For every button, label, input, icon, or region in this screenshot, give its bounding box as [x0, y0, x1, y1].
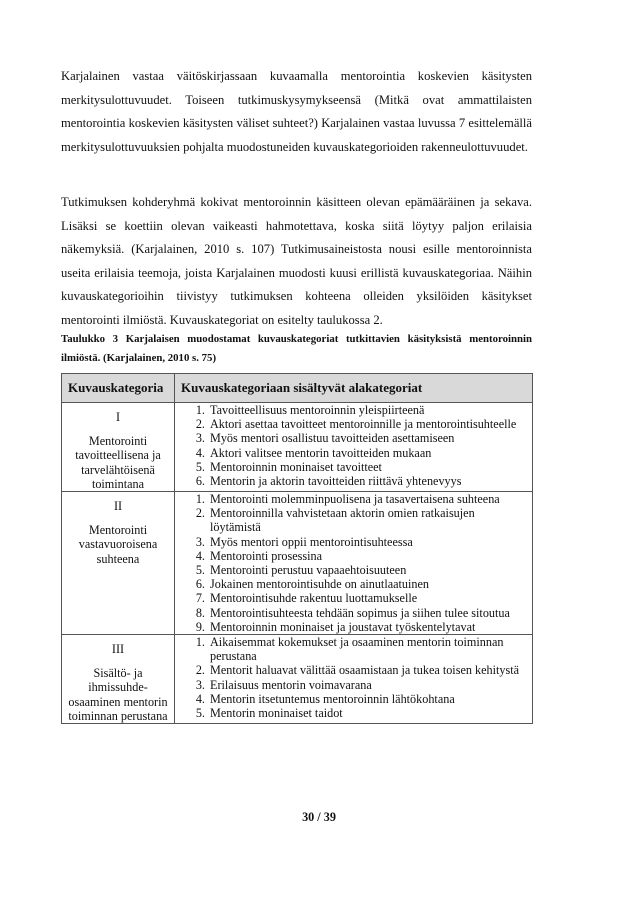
subcategory-item: 2. Mentorit haluavat välittää osaamistaan ja tukea toisen kehitystä [208, 663, 528, 677]
subcategory-item: 1. Mentorointi molemminpuolisena ja tasavertaisena suhteena [208, 492, 528, 506]
category-label: Mentorointi vastavuoroisena suhteena [78, 523, 158, 566]
subcategory-item: 4. Mentorointi prosessina [208, 549, 528, 563]
subcategory-item: 3. Myös mentori osallistuu tavoitteiden asettamiseen [208, 431, 528, 445]
category-numeral: I [115, 410, 121, 424]
category-label: Sisältö- ja ihmissuhde-osaaminen mentorin toiminnan perustana [68, 666, 168, 723]
subcategory-item: 7. Mentorointisuhde rakentuu luottamukselle [208, 591, 528, 605]
subcategory-item: 3. Myös mentori oppii mentorointisuhteessa [208, 535, 528, 549]
paragraph-1: Karjalainen vastaa väitöskirjassaan kuvaamalla mentorointia koskevien käsitysten merkitysulottuvuudet. Toiseen tutkimuskysymykseensä (Mitkä ovat ammattilaisten mentorointia koskevien käsitysten väliset suhteet?) Karjalainen vastaa luvussa 7 esittelemällä merkitysulottuvuuksien pohjalta muodostuneiden kuvauskategorioiden rakenneulottuvuudet. [61, 69, 532, 154]
subcategory-item: 4. Mentorin itsetuntemus mentoroinnin lähtökohtana [208, 692, 528, 706]
category-label: Mentorointi tavoitteellisena ja tarvelähtöisenä toimintana [75, 434, 161, 491]
table-header-row [62, 374, 533, 403]
subcategory-list [175, 492, 528, 634]
subcategory-cell [175, 635, 533, 724]
header-subcategories: Kuvauskategoriaan sisältyvät alakategoriat [175, 374, 533, 403]
subcategory-list [175, 403, 528, 488]
category-numeral: III [111, 642, 125, 657]
subcategory-item: 5. Mentorointi perustuu vapaaehtoisuuteen [208, 563, 528, 577]
category-cell [62, 635, 175, 724]
subcategory-item: 1. Aikaisemmat kokemukset ja osaaminen mentorin toiminnan perustana [208, 635, 528, 663]
subcategory-item: 3. Erilaisuus mentorin voimavarana [208, 678, 528, 692]
page-number: 30 / 39 [302, 810, 336, 824]
header-category: Kuvauskategoria [62, 374, 175, 403]
subcategory-cell [175, 403, 533, 492]
subcategory-item: 5. Mentorin moninaiset taidot [208, 706, 528, 720]
subcategory-item: 5. Mentoroinnin moninaiset tavoitteet [208, 460, 528, 474]
subcategory-item: 8. Mentorointisuhteesta tehdään sopimus ja siihen tulee sitoutua [208, 606, 528, 620]
category-numeral: II [113, 499, 123, 514]
paragraph-2: Tutkimuksen kohderyhmä kokivat mentoroinnin käsitteen olevan epämääräinen ja sekava. Lisäksi se koettiin olevan vaikeasti hahmotettava, koska siitä löytyy paljon erilaisia näkemyksiä. (Karjalainen, 2010 s. 107) Tutkimusaineistosta nousi esille mentoroinnista useita erilaisia teemoja, joista Karjalainen muodosti kuusi erillistä kuvauskategoriaa. Näihin kuvauskategorioihin tiivistyy tutkimuksen kohteena olleiden yksilöiden käsitykset mentorointi ilmiöstä. Kuvauskategoriat on esitelty taulukossa 2. [61, 195, 532, 327]
subcategory-item: 1. Tavoitteellisuus mentoroinnin yleispiirteenä [208, 403, 528, 417]
table-body [62, 403, 533, 724]
subcategory-item: 4. Aktori valitsee mentorin tavoitteiden mukaan [208, 446, 528, 460]
subcategory-list [175, 635, 528, 720]
subcategory-item: 6. Jokainen mentorointisuhde on ainutlaatuinen [208, 577, 528, 591]
subcategory-cell [175, 492, 533, 635]
subcategory-item: 6. Mentorin ja aktorin tavoitteiden riittävä yhtenevyys [208, 474, 528, 488]
subcategory-item: 2. Mentoroinnilla vahvistetaan aktorin omien ratkaisujen löytämistä [208, 506, 528, 534]
category-cell [62, 492, 175, 635]
table-row [62, 492, 533, 635]
categories-table [61, 373, 533, 724]
subcategory-item: 2. Aktori asettaa tavoitteet mentoroinnille ja mentorointisuhteelle [208, 417, 528, 431]
table-caption: Taulukko 3 Karjalaisen muodostamat kuvauskategoriat tutkittavien käsityksistä mentoroinnin ilmiöstä. (Karjalainen, 2010 s. 75) [61, 333, 532, 364]
table-row [62, 635, 533, 724]
table-row [62, 403, 533, 492]
subcategory-item: 9. Mentoroinnin moninaiset ja joustavat työskentelytavat [208, 620, 528, 634]
category-cell [62, 403, 175, 492]
